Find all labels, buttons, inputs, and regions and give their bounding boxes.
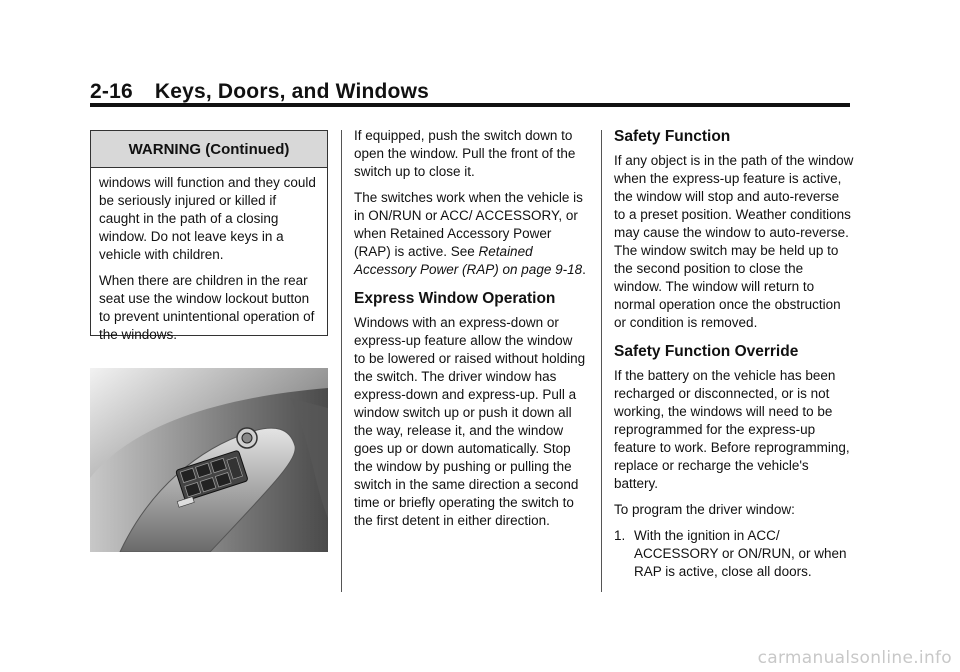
paragraph: If the battery on the vehicle has been recharged or disconnected, or is not working, the windows will need to be reprogrammed for the express-up feature to work. Before reprogramming, replace or recharge the vehicle's battery. <box>614 368 850 491</box>
column-divider <box>341 130 342 592</box>
door-panel-illustration <box>90 368 328 552</box>
section-heading: Safety Function Override <box>614 343 799 360</box>
list-number: 1. <box>614 528 626 543</box>
cross-reference-link[interactable]: Retained Accessory Power (RAP) on page 9-18 <box>354 244 583 277</box>
section-heading: Express Window Operation <box>354 290 556 307</box>
column-right <box>614 127 854 581</box>
header-rule <box>90 103 850 107</box>
warning-body <box>91 168 327 344</box>
window-switch-photo <box>90 368 328 552</box>
page-header <box>90 80 850 104</box>
watermark: carmanualsonline.info <box>757 648 952 668</box>
column-middle <box>354 127 586 538</box>
column-divider <box>601 130 602 592</box>
page-number: 2-16 <box>90 80 133 103</box>
warning-box <box>90 130 328 342</box>
paragraph: The switches work when the vehicle is in ON/RUN or ACC/ ACCESSORY, or when Retained Accessory Power (RAP) is active. See Retained Accessory Power (RAP) on page 9-18. <box>354 190 586 277</box>
list-text: With the ignition in ACC/ ACCESSORY or ON/RUN, or when RAP is active, close all doors. <box>634 528 847 579</box>
paragraph: Windows with an express-down or express-up feature allow the window to be lowered or raised without holding the switch. The driver window has express-down and express-up. Pull a window switch up or push it down all the way, release it, and the window goes up or down automatically. Stop the window by pushing or pulling the switch in the same direction a second time or briefly operating the switch to the first detent in either direction. <box>354 315 586 528</box>
paragraph: If equipped, push the switch down to open the window. Pull the front of the switch up to close it. <box>354 128 576 179</box>
warning-title: WARNING (Continued) <box>91 131 327 168</box>
section-heading: Safety Function <box>614 128 731 145</box>
list-item <box>614 527 854 581</box>
paragraph: To program the driver window: <box>614 502 795 517</box>
paragraph: If any object is in the path of the window when the express-up feature is active, the window will stop and auto-reverse to a preset position. Weather conditions may cause the window to auto-reverse. The window switch may be held up to the second position to close the window. The window will return to normal operation once the obstruction or condition is removed. <box>614 153 854 330</box>
warning-paragraph: windows will function and they could be seriously injured or killed if caught in the path of a closing window. Do not leave keys in a vehicle with children. <box>99 175 316 262</box>
warning-paragraph: When there are children in the rear seat use the window lockout button to prevent unintentional operation of the windows. <box>99 273 315 342</box>
chapter-title: Keys, Doors, and Windows <box>154 80 429 103</box>
